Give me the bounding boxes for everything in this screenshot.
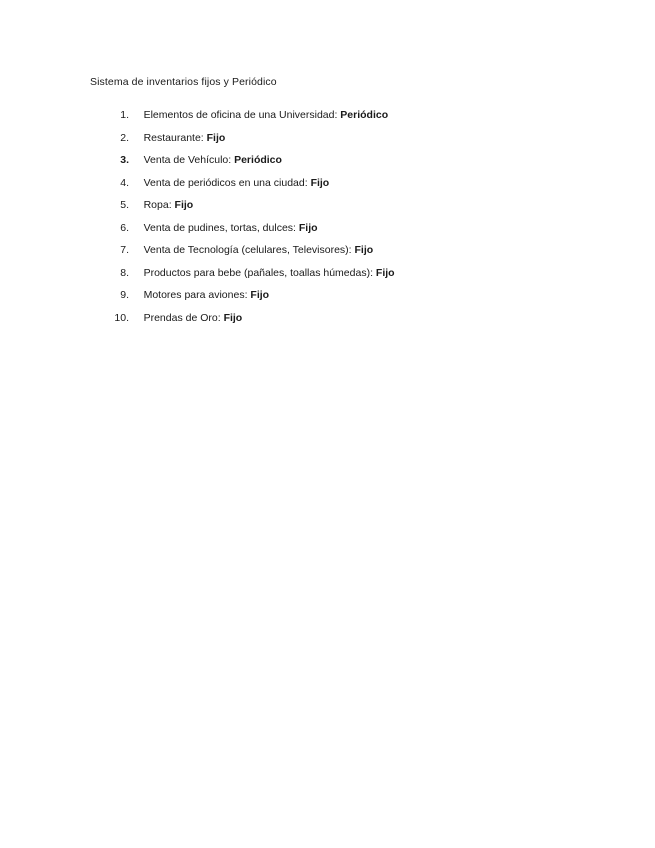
item-number: 8.	[120, 266, 129, 279]
item-text	[132, 175, 329, 191]
item-number: 2.	[120, 131, 129, 144]
item-text	[132, 265, 395, 281]
item-value: Fijo	[375, 266, 395, 279]
list-item	[106, 287, 395, 310]
item-text	[132, 310, 242, 326]
item-text	[132, 287, 269, 303]
item-label: Venta de pudines, tortas, dulces:	[143, 221, 299, 234]
item-value: Periódico	[234, 154, 282, 166]
list-item	[106, 130, 395, 153]
item-value: Fijo	[174, 199, 194, 211]
list-item	[106, 107, 395, 130]
list-item	[106, 197, 395, 220]
inventory-list	[106, 107, 395, 332]
item-text	[132, 152, 282, 168]
item-label: Venta de periódicos en una ciudad:	[143, 176, 311, 189]
item-value: Fijo	[298, 221, 318, 234]
list-item	[106, 220, 395, 243]
item-label: Venta de Tecnología (celulares, Televisores):	[143, 244, 355, 256]
item-label: Ropa:	[143, 199, 175, 211]
item-value: Fijo	[354, 244, 374, 256]
item-label: Elementos de oficina de una Universidad:	[143, 109, 341, 121]
item-text	[132, 130, 225, 146]
item-number: 6.	[120, 221, 129, 234]
item-number: 1.	[120, 109, 129, 121]
item-value: Fijo	[206, 131, 226, 144]
list-item	[106, 175, 395, 198]
item-label: Prendas de Oro:	[143, 311, 224, 324]
item-number: 4.	[120, 176, 129, 189]
item-value: Fijo	[250, 289, 270, 301]
item-value: Periódico	[340, 109, 389, 121]
list-item	[106, 265, 395, 288]
item-text	[132, 242, 373, 258]
list-item	[106, 152, 395, 175]
item-label: Restaurante:	[143, 131, 207, 144]
item-text	[132, 107, 388, 123]
item-label: Venta de Vehículo:	[143, 154, 235, 166]
item-number: 5.	[120, 199, 129, 211]
item-number: 10.	[114, 311, 129, 324]
item-value: Fijo	[223, 311, 243, 324]
item-number: 3.	[120, 154, 129, 166]
item-value: Fijo	[310, 176, 330, 189]
list-item	[106, 242, 395, 265]
item-label: Motores para aviones:	[143, 289, 251, 301]
item-number: 7.	[120, 244, 129, 256]
item-text	[132, 197, 193, 213]
document-title: Sistema de inventarios fijos y Periódico	[90, 76, 277, 88]
item-text	[132, 220, 318, 236]
item-label: Productos para bebe (pañales, toallas húmedas):	[143, 266, 376, 279]
item-number: 9.	[120, 289, 129, 301]
list-item	[106, 310, 395, 333]
